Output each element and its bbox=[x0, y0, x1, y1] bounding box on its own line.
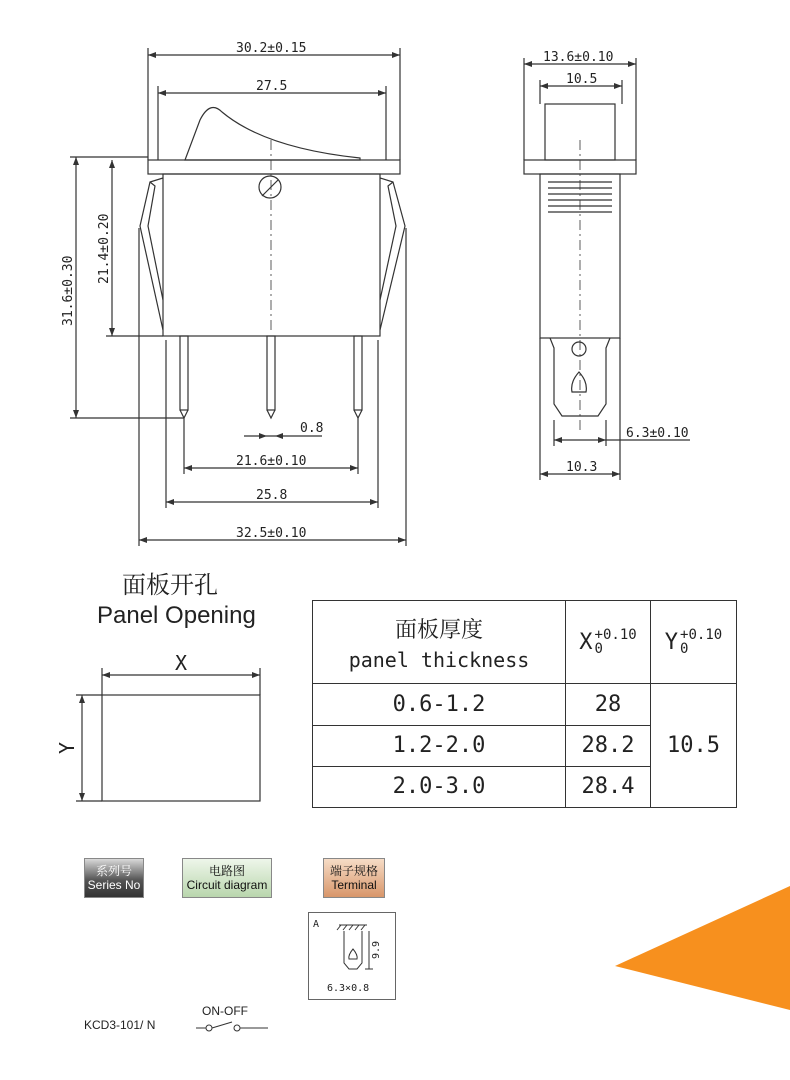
dim-body-bottom: 25.8 bbox=[256, 488, 288, 503]
side-dim-terminal: 6.3±0.10 bbox=[626, 426, 689, 441]
panel-x-label: X bbox=[175, 651, 188, 675]
header-y-label: Y bbox=[664, 629, 679, 655]
circuit-label: ON-OFF bbox=[202, 1004, 248, 1018]
thickness-cell: 1.2-2.0 bbox=[313, 725, 566, 766]
dim-overall-bottom: 32.5±0.10 bbox=[236, 526, 307, 541]
side-dim-bottom: 10.3 bbox=[566, 460, 598, 475]
dim-overall-top: 30.2±0.15 bbox=[236, 41, 307, 56]
header-x-tol-lower: 0 bbox=[594, 641, 603, 658]
x-cell: 28.4 bbox=[566, 766, 651, 807]
header-y-tol-lower: 0 bbox=[680, 641, 689, 658]
dim-pin-span: 21.6±0.10 bbox=[236, 454, 307, 469]
terminal-en: Terminal bbox=[331, 878, 377, 892]
dim-pin-width: 0.8 bbox=[300, 421, 324, 436]
panel-opening-title-en: Panel Opening bbox=[97, 602, 256, 629]
y-cell: 10.5 bbox=[651, 684, 737, 808]
thickness-cell: 2.0-3.0 bbox=[313, 766, 566, 807]
model-number: KCD3-101/ N bbox=[84, 1018, 156, 1032]
header-x-tol-upper: +0.10 bbox=[594, 627, 637, 644]
series-no-cn: 系列号 bbox=[95, 864, 132, 878]
dim-height-body: 21.4±0.20 bbox=[97, 213, 112, 284]
terminal-dim-height: 9.9 bbox=[371, 940, 382, 959]
panel-opening-title-cn: 面板开孔 bbox=[122, 571, 218, 599]
header-x-label: X bbox=[579, 629, 593, 655]
header-y-tol-upper: +0.10 bbox=[680, 627, 723, 644]
circuit-diagram-en: Circuit diagram bbox=[186, 878, 268, 892]
thickness-cell: 0.6-1.2 bbox=[313, 684, 566, 725]
dim-inner-top: 27.5 bbox=[256, 79, 288, 94]
header-thickness-en: panel thickness bbox=[348, 647, 530, 672]
x-cell: 28.2 bbox=[566, 725, 651, 766]
series-no-en: Series No bbox=[87, 878, 141, 892]
terminal-label-a: A bbox=[313, 919, 320, 930]
side-dim-top-inner: 10.5 bbox=[566, 72, 598, 87]
terminal-size: 6.3×0.8 bbox=[327, 983, 370, 994]
header-thickness-cn: 面板厚度 bbox=[394, 617, 483, 643]
terminal-cn: 端子规格 bbox=[329, 864, 378, 878]
circuit-diagram-cn: 电路图 bbox=[208, 864, 245, 878]
dim-height-total: 31.6±0.30 bbox=[61, 255, 76, 326]
panel-y-label: Y bbox=[55, 741, 79, 754]
x-cell: 28 bbox=[566, 684, 651, 725]
side-dim-top-overall: 13.6±0.10 bbox=[543, 50, 614, 65]
